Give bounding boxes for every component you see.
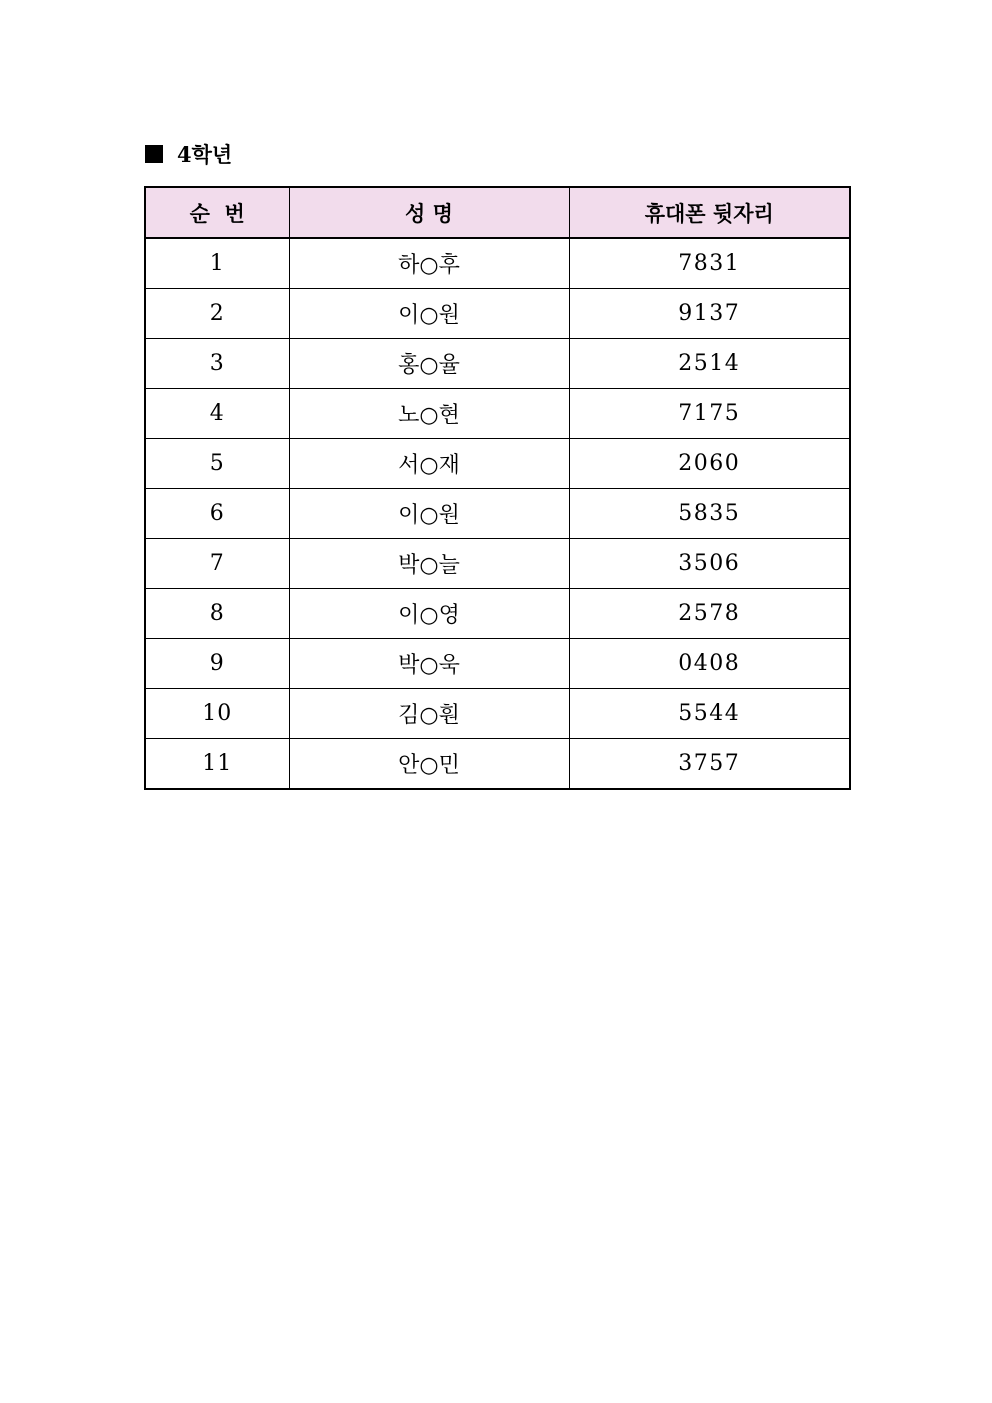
table-row (145, 238, 850, 289)
table-row (145, 489, 850, 539)
table-row (145, 589, 850, 639)
cell-number: 1 (145, 238, 289, 289)
cell-phone-last-digits: 5835 (569, 489, 850, 539)
table-header-row (145, 187, 850, 238)
cell-phone-last-digits: 3506 (569, 539, 850, 589)
cell-name: 박○욱 (289, 639, 569, 689)
cell-name: 이○원 (289, 489, 569, 539)
table-row (145, 539, 850, 589)
cell-phone-last-digits: 7175 (569, 389, 850, 439)
cell-phone-last-digits: 2514 (569, 339, 850, 389)
cell-name: 노○현 (289, 389, 569, 439)
cell-number: 9 (145, 639, 289, 689)
cell-number: 2 (145, 289, 289, 339)
header-number: 순 번 (145, 187, 289, 238)
table-row (145, 739, 850, 790)
cell-name: 안○민 (289, 739, 569, 790)
cell-number: 5 (145, 439, 289, 489)
table-row (145, 689, 850, 739)
header-name: 성 명 (289, 187, 569, 238)
cell-phone-last-digits: 0408 (569, 639, 850, 689)
table-row (145, 339, 850, 389)
table-row (145, 389, 850, 439)
cell-number: 4 (145, 389, 289, 439)
black-square-bullet-icon (145, 145, 163, 163)
table-row (145, 639, 850, 689)
cell-number: 7 (145, 539, 289, 589)
cell-name: 이○원 (289, 289, 569, 339)
section-title-text: 4학년 (177, 142, 233, 167)
cell-phone-last-digits: 2578 (569, 589, 850, 639)
header-phone-last-digits: 휴대폰 뒷자리 (569, 187, 850, 238)
cell-phone-last-digits: 5544 (569, 689, 850, 739)
table-row (145, 439, 850, 489)
cell-phone-last-digits: 9137 (569, 289, 850, 339)
cell-number: 3 (145, 339, 289, 389)
cell-number: 6 (145, 489, 289, 539)
cell-phone-last-digits: 3757 (569, 739, 850, 790)
cell-name: 하○후 (289, 238, 569, 289)
section-heading (145, 139, 232, 169)
cell-phone-last-digits: 2060 (569, 439, 850, 489)
cell-name: 이○영 (289, 589, 569, 639)
student-roster-table (144, 186, 851, 790)
cell-number: 11 (145, 739, 289, 790)
cell-name: 서○재 (289, 439, 569, 489)
cell-phone-last-digits: 7831 (569, 238, 850, 289)
cell-name: 박○늘 (289, 539, 569, 589)
table-row (145, 289, 850, 339)
cell-name: 김○훤 (289, 689, 569, 739)
cell-number: 8 (145, 589, 289, 639)
cell-name: 홍○율 (289, 339, 569, 389)
cell-number: 10 (145, 689, 289, 739)
